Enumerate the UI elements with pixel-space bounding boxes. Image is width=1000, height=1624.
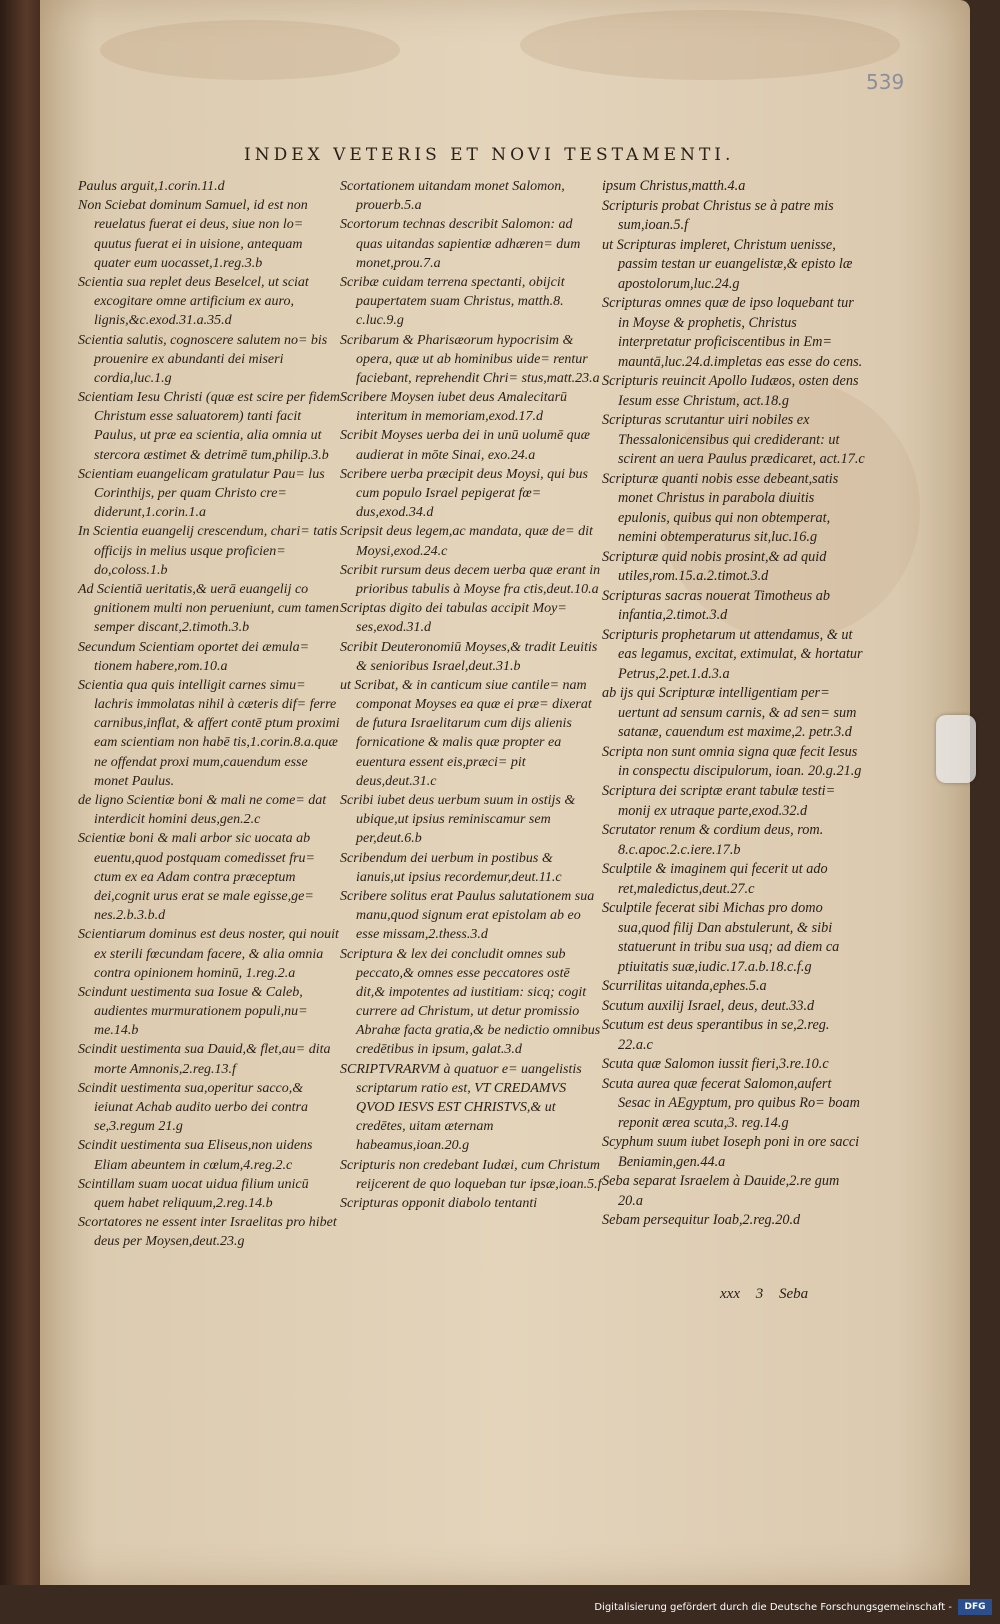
index-entry: ut Scribat, & in canticum siue cantile= nam componat Moyses ea quæ ei præ= dixerat de futura Israelitarum cum dijs alienis fornicatione & malis quæ propter ea euentura essent eis,præci= pit deus,deut.31.c	[340, 677, 592, 789]
index-column-2	[340, 177, 602, 1213]
index-entry: Scyphum suum iubet Ioseph poni in ore sacci Beniamin,gen.44.a	[602, 1134, 860, 1170]
index-entry: Ad Scientiā ueritatis,& uerā euangelij co gnitionem multi non perueniunt, cum tamen semper discant,2.timoth.3.b	[78, 581, 339, 636]
index-entry: Scribit Moyses uerba dei in unū uolumē quæ audierat in mōte Sinai, exo.24.a	[340, 428, 591, 463]
index-entry: Scripturis prophetarum ut attendamus, & ut eas legamus, excitat, extimulat, & hortatur Petrus,2.pet.1.d.3.a	[602, 626, 863, 682]
index-entry: Scutum auxilij Israel, deus, deut.33.d	[602, 997, 815, 1014]
index-entry: Scuta quæ Salomon iussit fieri,3.re.10.c	[602, 1056, 829, 1073]
index-entry: Scindit uestimenta sua Eliseus,non uidens Eliam abeuntem in cœlum,4.reg.2.c	[78, 1138, 313, 1173]
index-entry: Scientiam Iesu Christi (quæ est scire per fidem Christum esse saluatorem) tanti facit Paulus, ut præ ea scientia, alia omnia ut stercora æstimet & detrimē tum,philip.3.b	[78, 390, 340, 463]
index-entry: Scriptas digito dei tabulas accipit Moy= ses,exod.31.d	[340, 601, 567, 636]
index-entry: Scripturis probat Christus se à patre mis sum,ioan.5.f	[602, 197, 834, 234]
index-entry: ut Scripturas impleret, Christum uenisse, passim testan ur euangelistæ,& episto læ apostolorum,luc.24.g	[602, 236, 853, 292]
index-entry: Scribit rursum deus decem uerba quæ erant in prioribus tabulis à Moyse fra ctis,deut.10.a	[340, 562, 601, 597]
index-entry: Scurrilitas uitanda,ephes.5.a	[602, 978, 767, 995]
index-entry: Non Sciebat dominum Samuel, id est non reuelatus fuerat ei deus, siue non lo= quutus fuerat ei in uisione, antequam quater eum uocasset,1.reg.3.b	[78, 198, 308, 271]
index-entry: Scribit Deuteronomiū Moyses,& tradit Leuitis & senioribus Israel,deut.31.b	[340, 639, 598, 674]
folio-number: 539	[866, 70, 905, 94]
index-entry: Secundum Scientiam oportet dei æmula= tionem habere,rom.10.a	[78, 639, 310, 674]
index-entry: Scrutator renum & cordium deus, rom. 8.c.apoc.2.c.iere.17.b	[602, 822, 824, 858]
index-entry: Scripturæ quanti nobis esse debeant,satis monet Christus in parabola diuitis epulonis, quibus qui non obtemperat, nemini obtemperaturus sit,luc.16.g	[602, 470, 839, 546]
index-entry: Scindunt uestimenta sua Iosue & Caleb, audientes murmurationem populi,nu= me.14.b	[78, 984, 308, 1039]
index-entry: SCRIPTVRARVM à quatuor e= uangelistis scriptarum ratio est, VT CREDAMVS QVOD IESVS EST CHRISTVS,& ut credētes, uitam æternam habeamus,ioan.20.g	[340, 1061, 582, 1154]
index-entry: Seba separat Israelem à Dauide,2.re gum 20.a	[602, 1173, 840, 1209]
index-column-1	[78, 177, 340, 1252]
index-entry: Scutum est deus sperantibus in se,2.reg. 22.a.c	[602, 1017, 830, 1053]
index-entry: Scribendum dei uerbum in postibus & ianuis,ut ipsius recordemur,deut.11.c	[340, 850, 562, 885]
dfg-logo: DFG	[958, 1599, 992, 1615]
index-entry: Scintillam suam uocat uidua filium unicū quem habet reliquum,2.reg.14.b	[78, 1176, 309, 1211]
index-entry: Scientia salutis, cognoscere salutem no= bis prouenire ex abundanti dei miseri cordia,luc.1.g	[78, 332, 328, 386]
index-entry: Scribere Moysen iubet deus Amalecitarū interitum in memoriam,exod.17.d	[340, 390, 568, 425]
index-entry: Scuta aurea quæ fecerat Salomon,aufert Sesac in AEgyptum, pro quibus Ro= boam reponit ærea scuta,3. reg.14.g	[602, 1075, 860, 1131]
funding-notice: Digitalisierung gefördert durch die Deutsche Forschungsgemeinschaft -	[594, 1602, 952, 1613]
page-header: INDEX VETERIS ET NOVI TESTAMENTI.	[244, 145, 735, 165]
index-entry: Scripturæ quid nobis prosint,& ad quid utiles,rom.15.a.2.timot.3.d	[602, 548, 827, 585]
catchword: xxx 3 Seba	[720, 1286, 809, 1302]
index-entry: ab ijs qui Scripturæ intelligentiam per= uertunt ad sensum carnis, & ad sen= sum satanæ, cauendum est maxime,2. petr.3.d	[602, 685, 857, 741]
index-entry: Scientia sua replet deus Beselcel, ut sciat excogitare omne artificium ex auro, lignis,&c.exod.31.a.35.d	[78, 274, 309, 329]
index-entry: Paulus arguit,1.corin.11.d	[78, 179, 225, 194]
index-entry: Scindit uestimenta sua,operitur sacco,& ieiunat Achab audito uerbo dei contra se,3.regum 21.g	[78, 1080, 308, 1135]
index-entry: Scriptura dei scriptæ erant tabulæ testi= monij ex utraque parte,exod.32.d	[602, 782, 836, 819]
index-entry: Scientia qua quis intelligit carnes simu= lachris immolatas nihil à cæteris dif= ferre carnibus,inflat, & affert contē ptum proximi eam scientiam non habē tis,1.corin.8.a.quæ ne offendat proxi mum,cauendum esse monet Paulus.	[78, 677, 340, 789]
page-marker-tab	[936, 715, 976, 783]
index-entry: Sebam persequitur Ioab,2.reg.20.d	[602, 1212, 801, 1229]
index-entry: Scripturas opponit diabolo tentanti	[340, 1195, 538, 1211]
index-entry: Scripsit deus legem,ac mandata, quæ de= dit Moysi,exod.24.c	[340, 524, 593, 559]
index-entry: Scripta non sunt omnia signa quæ fecit Iesus in conspectu discipulorum, ioan. 20.g.21.g	[602, 743, 862, 780]
index-entry: Scribarum & Pharisæorum hypocrisim & opera, quæ ut ab hominibus uide= rentur faciebant, reprehendit Chri= stus,matt.23.a	[340, 332, 600, 386]
index-entry: Scortatores ne essent inter Israelitas pro hibet deus per Moysen,deut.23.g	[78, 1215, 337, 1250]
index-entry: Scribi iubet deus uerbum suum in ostijs & ubique,ut ipsius reminiscamur sem per,deut.6.b	[340, 793, 576, 847]
index-entry: Sculptile & imaginem qui fecerit ut ado ret,maledictus,deut.27.c	[602, 861, 828, 897]
index-entry: Scientiam euangelicam gratulatur Pau= lus Corinthijs, per quam Christo cre= diderunt,1.corin.1.a	[78, 466, 325, 521]
index-entry: Scripturas omnes quæ de ipso loquebant tur in Moyse & prophetis, Christus interpretatur proficiscentibus in Em= mauntā,luc.24.d.impletas eas esse do cens.	[602, 295, 863, 370]
index-column-3	[602, 177, 866, 1231]
index-entry: Scortationem uitandam monet Salomon, prouerb.5.a	[340, 179, 565, 214]
index-entry: Scriptura & lex dei concludit omnes sub peccato,& omnes esse peccatores ostē dit,& impotentes ad iustitiam: sicq; cogit currere ad Christum, ut detur promissio Abrahæ facta gratia,& be nedictio omnibus credētibus in ipsum, galat.3.d	[340, 946, 601, 1058]
index-entry: Scripturas scrutantur uiri nobiles ex Thessalonicensibus qui crediderant: ut scirent an uera Paulus prædicaret, act.17.c	[602, 412, 865, 468]
index-entry: Scripturis non credebant Iudæi, cum Christum reijcerent de quo loqueban tur ipsæ,ioan.5.f	[340, 1157, 602, 1192]
index-entry: Scripturis reuincit Apollo Iudæos, osten dens Iesum esse Christum, act.18.g	[602, 373, 859, 409]
index-entry: ipsum Christus,matth.4.a	[602, 178, 746, 194]
index-entry: Scribæ cuidam terrena spectanti, obijcit paupertatem suam Christus, matth.8. c.luc.9.g	[340, 274, 565, 329]
index-entry: Scindit uestimenta sua Dauid,& flet,au= dita morte Amnonis,2.reg.13.f	[78, 1042, 331, 1077]
water-stain	[520, 10, 900, 80]
index-entry: Scribere solitus erat Paulus salutationem sua manu,quod signum erat epistolam ab eo esse missam,2.thess.3.d	[340, 888, 595, 943]
index-entry: In Scientia euangelij crescendum, chari= tatis officijs in melius usque proficien= do,coloss.1.b	[78, 524, 338, 578]
index-entry: Scientiarum dominus est deus noster, qui nouit ex sterili fœcundam facere, & alia omnia contra opinionem hominū, 1.reg.2.a	[78, 927, 339, 981]
index-entry: de ligno Scientiæ boni & mali ne come= dat interdicit homini deus,gen.2.c	[78, 793, 327, 828]
index-entry: Scripturas sacras nouerat Timotheus ab infantia,2.timot.3.d	[602, 587, 831, 624]
index-entry: Scientiæ boni & mali arbor sic uocata ab euentu,quod postquam comedisset fru= ctum ex ea Adam contra præceptum dei,cognit urus erat se male egisse,ge= nes.2.b.3.b.d	[78, 831, 315, 924]
water-stain	[100, 20, 400, 80]
index-entry: Scortorum technas describit Salomon: ad quas uitandas sapientiæ adhæren= dum monet,prou.7.a	[340, 217, 581, 271]
index-entry: Sculptile fecerat sibi Michas pro domo sua,quod filij Dan abstulerunt, & sibi statuerunt in tribu sua usq; ad diem ca ptiuitatis suæ,iudic.17.a.b.18.c.f.g	[602, 900, 840, 975]
index-entry: Scribere uerba præcipit deus Moysi, qui bus cum populo Israel pepigerat fœ= dus,exod.34.d	[340, 466, 588, 521]
